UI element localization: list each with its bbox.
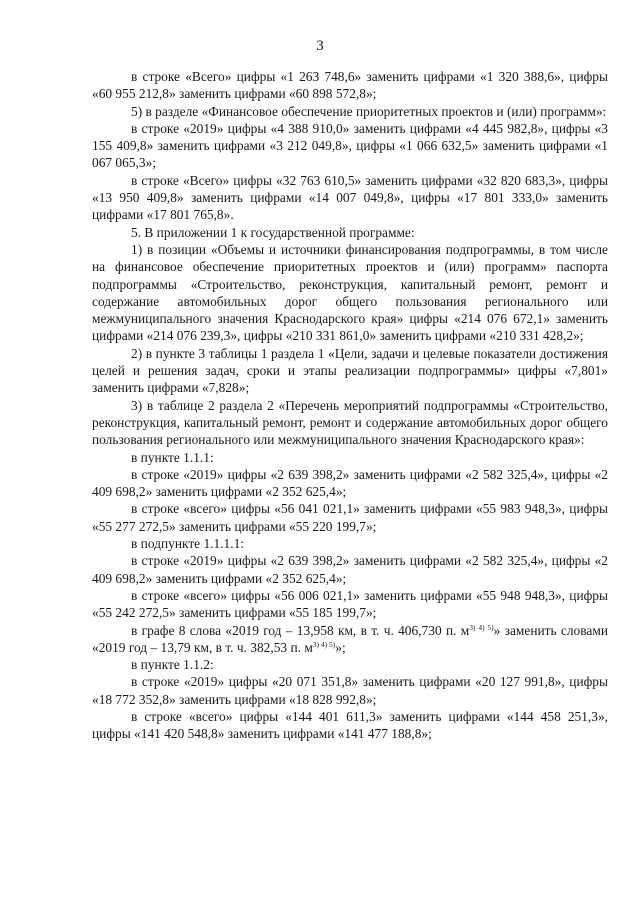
page-number: 3 — [316, 38, 324, 54]
paragraph: в строке «2019» цифры «20 071 351,8» заменить цифрами «20 127 991,8», цифры «18 772 352,8» заменить цифрами «18 828 992,8»; — [92, 674, 608, 707]
paragraph: в строке «всего» цифры «56 041 021,1» заменить цифрами «55 983 948,3», цифры «55 277 272,5» заменить цифрами «55 220 199,7»; — [92, 501, 608, 534]
paragraph: 1) в позиции «Объемы и источники финансирования подпрограммы, в том числе на финансовое обеспечение приоритетных проектов и (или) программ» паспорта подпрограммы «Строительство, реконструкция, капитальный ремонт, ремонт и содержание автомобильных дорог общего пользования регионального или межмуниципального значения Краснодарского края» цифры «214 076 672,1» заменить цифрами «214 076 239,3», цифры «210 331 861,0» заменить цифрами «210 331 428,2»; — [92, 241, 608, 344]
document-body — [92, 68, 608, 743]
paragraph-text: »; — [335, 639, 346, 655]
paragraph: 2) в пункте 3 таблицы 1 раздела 1 «Цели, задачи и целевые показатели достижения целей и решения задач, сроки и этапы реализации подпрограммы» цифры «7,801» заменить цифрами «7,828»; — [92, 345, 608, 396]
paragraph: в строке «всего» цифры «56 006 021,1» заменить цифрами «55 948 948,3», цифры «55 242 272,5» заменить цифрами «55 185 199,7»; — [92, 587, 608, 621]
paragraph-text: » заменить словами «2019 год – 13,79 км, в т. ч. 382,53 п. м — [92, 622, 608, 655]
paragraph: в пункте 1.1.2: — [131, 657, 214, 673]
paragraph: 5. В приложении 1 к государственной программе: — [131, 224, 415, 240]
paragraph: в пункте 1.1.1: — [131, 449, 214, 465]
paragraph-text: в графе 8 слова «2019 год – 13,958 км, в т. ч. 406,730 п. м — [131, 622, 470, 638]
paragraph: в строке «2019» цифры «2 639 398,2» заменить цифрами «2 582 325,4», цифры «2 409 698,2» заменить цифрами «2 352 625,4»; — [92, 466, 608, 500]
paragraph-with-footnotes — [92, 622, 608, 657]
paragraph: в строке «2019» цифры «4 388 910,0» заменить цифрами «4 445 982,8», цифры «3 155 409,8» заменить цифрами «3 212 049,8», цифры «1 066 632,5» заменить цифрами «1 067 065,3»; — [92, 120, 608, 171]
paragraph: в подпункте 1.1.1.1: — [131, 536, 245, 552]
paragraph: в строке «Всего» цифры «32 763 610,5» заменить цифрами «32 820 683,3», цифры «13 950 409,8» заменить цифрами «14 007 049,8», цифры «17 801 333,0» заменить цифрами «17 801 765,8». — [92, 172, 608, 223]
paragraph: 5) в разделе «Финансовое обеспечение приоритетных проектов и (или) программ»: — [131, 103, 607, 119]
footnote-ref: 3) 4) 5) — [312, 639, 336, 649]
footnote-ref: 3) 4) 5) — [469, 622, 494, 632]
paragraph: в строке «Всего» цифры «1 263 748,6» заменить цифрами «1 320 388,6», цифры «60 955 212,8» заменить цифрами «60 898 572,8»; — [92, 69, 608, 102]
paragraph: 3) в таблице 2 раздела 2 «Перечень мероприятий подпрограммы «Строительство, реконструкция, капитальный ремонт, ремонт и содержание автомобильных дорог общего пользования регионального или межмуниципального значения Краснодарского края»: — [92, 397, 608, 448]
paragraph: в строке «всего» цифры «144 401 611,3» заменить цифрами «144 458 251,3», цифры «141 420 548,8» заменить цифрами «141 477 188,8»; — [92, 708, 608, 742]
paragraph: в строке «2019» цифры «2 639 398,2» заменить цифрами «2 582 325,4», цифры «2 409 698,2» заменить цифрами «2 352 625,4»; — [92, 553, 608, 586]
